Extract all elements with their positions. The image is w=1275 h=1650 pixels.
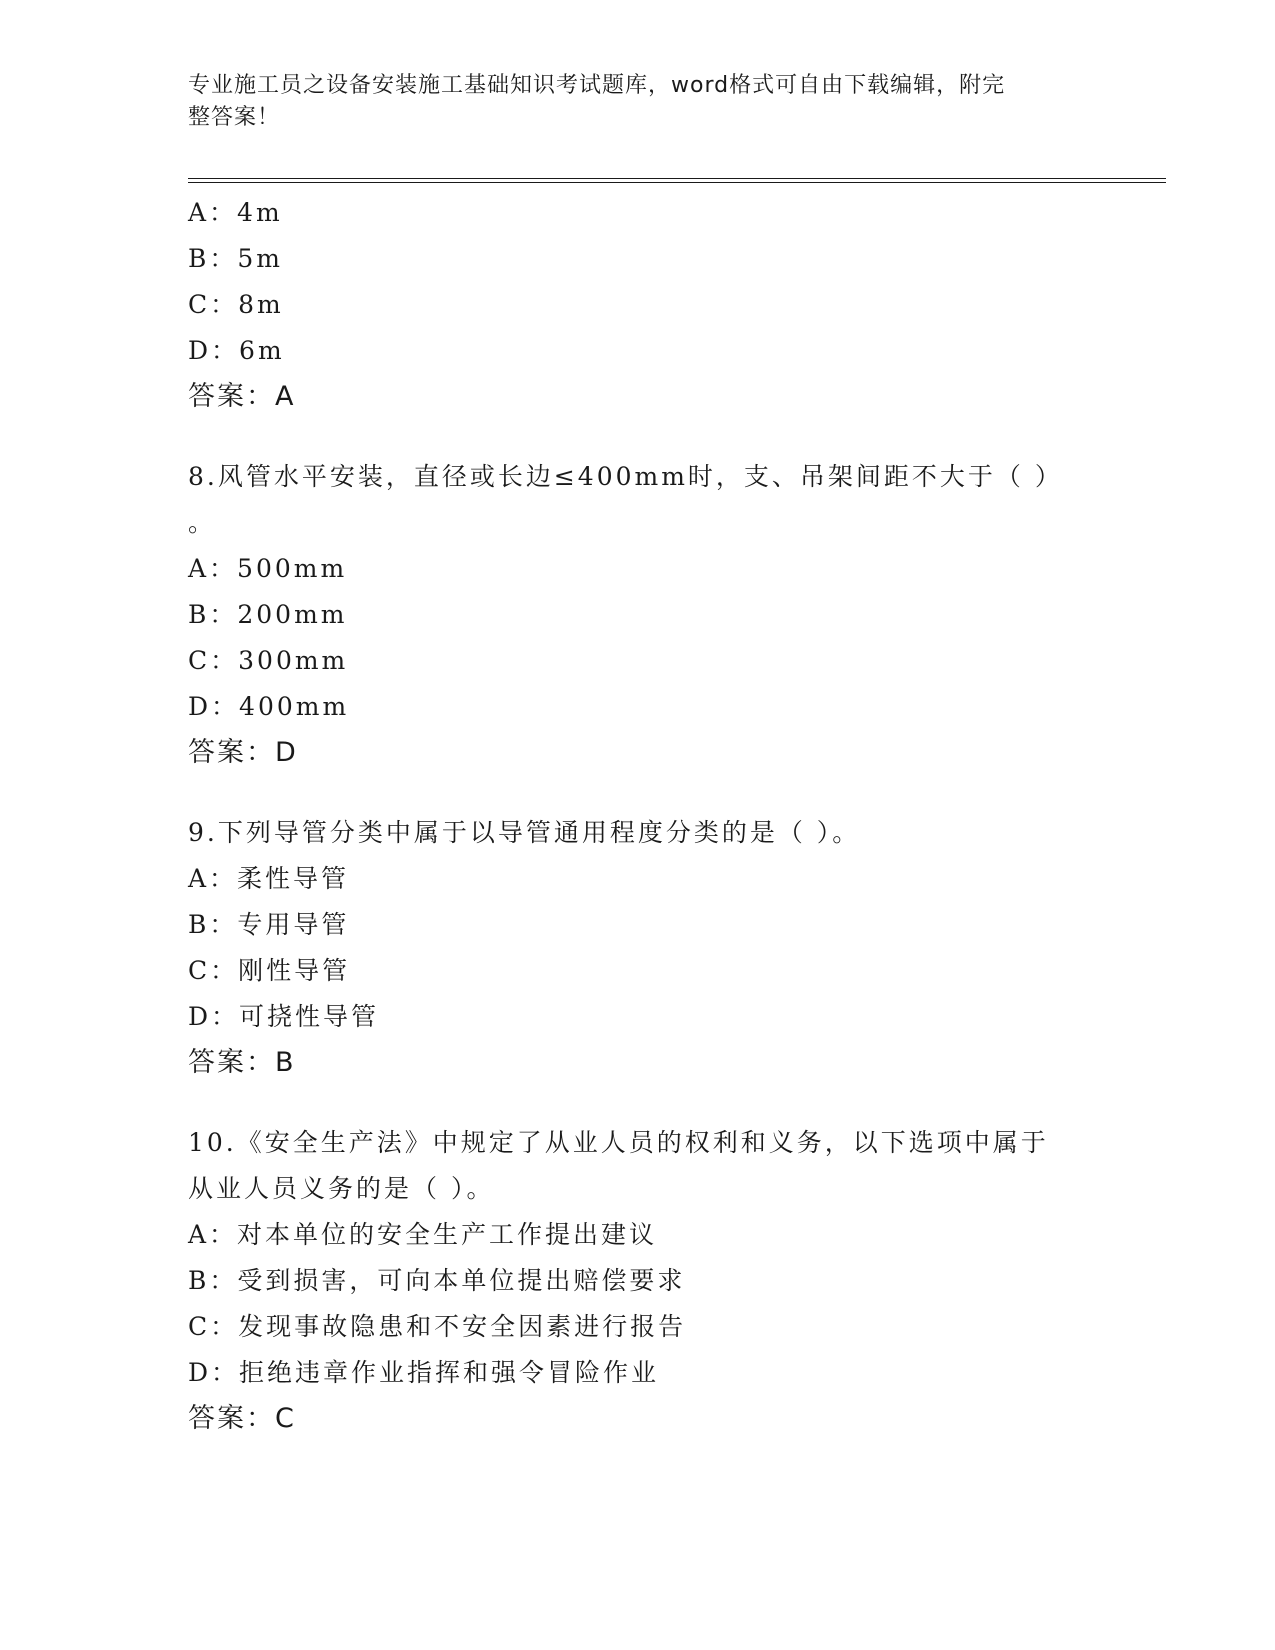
question-7 <box>188 190 1088 420</box>
answer: 答案：D <box>188 737 298 768</box>
option-b: B：受到损害，可向本单位提出赔偿要求 <box>188 1266 686 1295</box>
question-text-continued: 从业人员义务的是（ ）。 <box>188 1174 495 1203</box>
option-b: B：200mm <box>188 600 348 629</box>
question-text: 8.风管水平安装，直径或长边≤400mm时，支、吊架间距不大于（ ） <box>188 462 1063 491</box>
option-d: D：6m <box>188 336 285 365</box>
option-d: D：400mm <box>188 692 350 721</box>
option-a: A：4m <box>188 198 283 227</box>
option-b: B：5m <box>188 244 283 273</box>
answer: 答案：A <box>188 381 296 412</box>
answer: 答案：B <box>188 1047 296 1078</box>
answer: 答案：C <box>188 1403 296 1434</box>
option-c: C：发现事故隐患和不安全因素进行报告 <box>188 1312 687 1341</box>
option-c: C：300mm <box>188 646 349 675</box>
question-10 <box>188 1120 1088 1442</box>
question-text: 10.《安全生产法》中规定了从业人员的权利和义务，以下选项中属于 <box>188 1128 1049 1157</box>
header-line-1: 专业施工员之设备安装施工基础知识考试题库，word格式可自由下载编辑，附完 <box>188 73 1006 98</box>
spacer <box>188 420 1088 454</box>
question-text-continued: 。 <box>188 508 217 537</box>
header-divider-bottom <box>188 182 1166 183</box>
question-8 <box>188 454 1088 776</box>
header-divider-top <box>188 178 1166 179</box>
option-a: A：柔性导管 <box>188 864 350 893</box>
spacer <box>188 776 1088 810</box>
header-line-2: 整答案！ <box>188 105 281 130</box>
option-a: A：对本单位的安全生产工作提出建议 <box>188 1220 658 1249</box>
option-a: A：500mm <box>188 554 348 583</box>
option-d: D：可挠性导管 <box>188 1002 380 1031</box>
spacer <box>188 1086 1088 1120</box>
option-b: B：专用导管 <box>188 910 350 939</box>
question-list <box>188 190 1088 1442</box>
question-text: 9.下列导管分类中属于以导管通用程度分类的是（ ）。 <box>188 818 861 847</box>
option-d: D：拒绝违章作业指挥和强令冒险作业 <box>188 1358 660 1387</box>
document-header <box>188 70 1088 134</box>
option-c: C：刚性导管 <box>188 956 351 985</box>
option-c: C：8m <box>188 290 284 319</box>
question-9 <box>188 810 1088 1086</box>
